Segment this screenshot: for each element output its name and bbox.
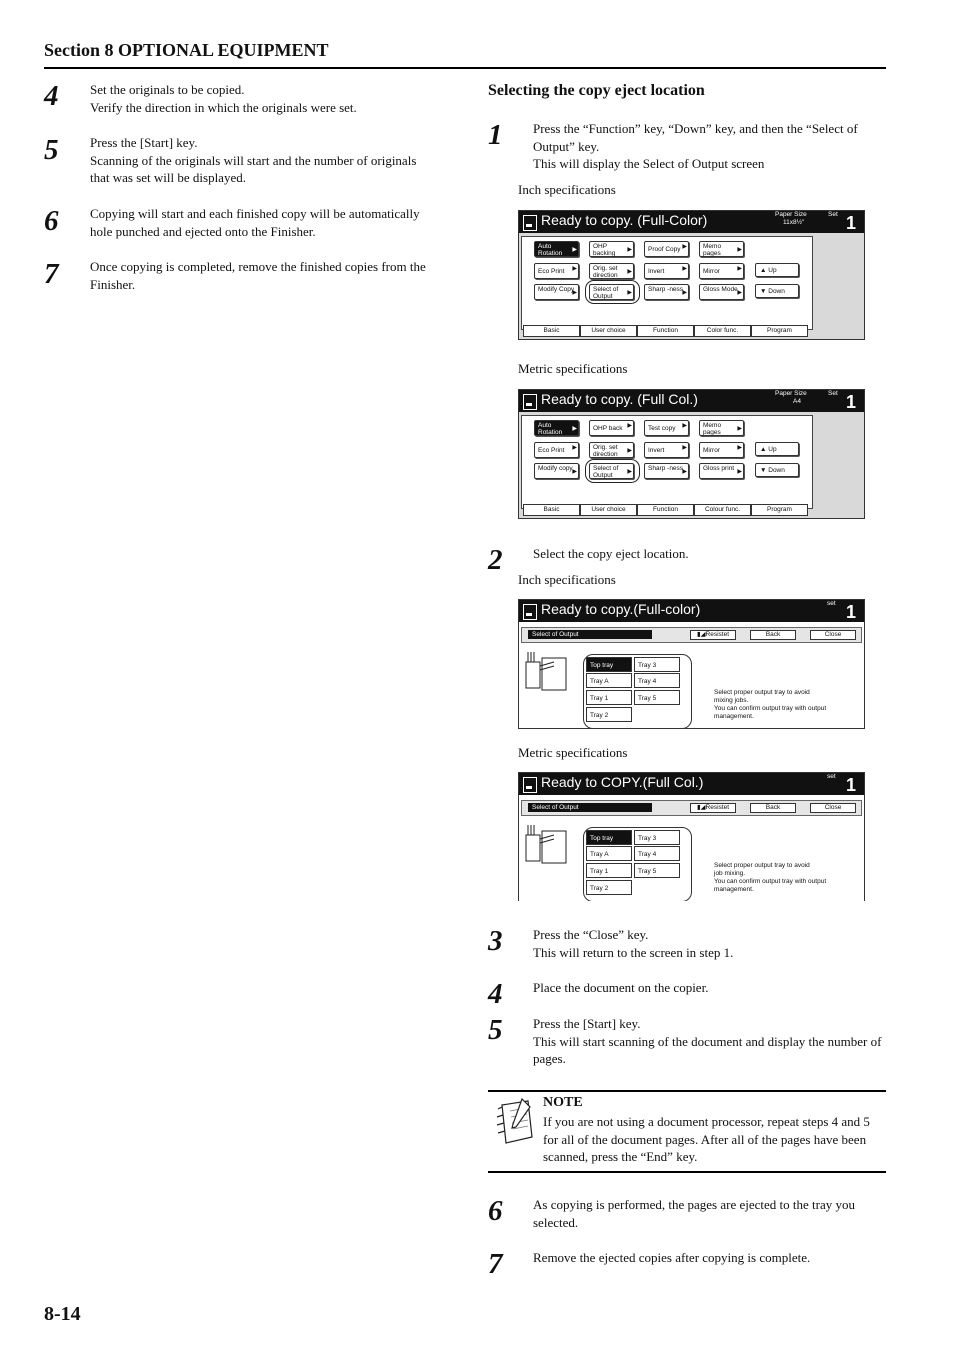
- step-line: Press the [Start] key.: [90, 135, 198, 150]
- up-button[interactable]: ▲ Up: [755, 263, 799, 277]
- eco-print-button[interactable]: Eco Print ▶: [534, 442, 579, 458]
- close-button[interactable]: Close: [810, 803, 856, 813]
- function-panel: [521, 415, 813, 509]
- notepad-icon: [492, 1097, 536, 1147]
- proof-copy-button[interactable]: Proof Copy ▶: [644, 241, 689, 257]
- step-number: 1: [488, 119, 503, 151]
- tab-function[interactable]: Function: [637, 325, 694, 337]
- output-message: Select proper output tray to avoid job mixing. You can confirm output tray with output management.: [714, 862, 827, 893]
- function-screen-inch: [518, 210, 865, 340]
- spec-label: Metric specifications: [518, 361, 628, 376]
- up-arrow-icon: ▲: [760, 267, 769, 274]
- step-text: [90, 258, 450, 293]
- tray-a-button[interactable]: Tray A: [586, 673, 632, 688]
- resist-button[interactable]: ▮◢Resistet: [690, 630, 736, 640]
- back-button[interactable]: Back: [750, 630, 796, 640]
- paper-size-label: Paper Size: [775, 211, 807, 218]
- subheading: Selecting the copy eject location: [488, 82, 705, 99]
- down-button[interactable]: ▼ Down: [755, 463, 799, 477]
- spec-label: Metric specifications: [518, 745, 628, 760]
- tab-colour-func[interactable]: Colour func.: [694, 504, 751, 516]
- tray-2-button[interactable]: Tray 2: [586, 880, 632, 895]
- screen-title: Ready to copy.(Full-color): [541, 601, 701, 617]
- mirror-button[interactable]: Mirror ▶: [699, 263, 744, 279]
- tab-basic[interactable]: Basic: [523, 325, 580, 337]
- auto-rotation-button[interactable]: Auto Rotation ▶: [534, 420, 579, 436]
- tab-user-choice[interactable]: User choice: [580, 504, 637, 516]
- output-subbar: [521, 627, 862, 643]
- copier-icon: [523, 777, 537, 793]
- select-of-output-button[interactable]: Select of Output ▶: [589, 463, 634, 479]
- tray-4-button[interactable]: Tray 4: [634, 673, 680, 688]
- output-screen-inch: [518, 599, 865, 729]
- set-label: set: [827, 600, 836, 607]
- step-text: [90, 134, 435, 187]
- step-text: [533, 979, 888, 997]
- tray-a-button[interactable]: Tray A: [586, 846, 632, 861]
- invert-button[interactable]: Invert ▶: [644, 442, 689, 458]
- step-line: Remove the ejected copies after copying is complete.: [533, 1250, 811, 1265]
- function-panel: [521, 236, 813, 330]
- tray-2-button[interactable]: Tray 2: [586, 707, 632, 722]
- step-line: Once copying is completed, remove the finished copies from the Finisher.: [90, 259, 426, 292]
- ohp-backing-button[interactable]: OHP backing ▶: [589, 241, 634, 257]
- step-number: 6: [488, 1195, 503, 1227]
- finisher-icon: [524, 825, 568, 865]
- tray-5-button[interactable]: Tray 5: [634, 690, 680, 705]
- set-label: Set: [828, 211, 838, 218]
- output-subbar: [521, 800, 862, 816]
- memo-pages-button[interactable]: Memo pages ▶: [699, 241, 744, 257]
- down-arrow-icon: ▼: [760, 288, 769, 295]
- title-bar: [519, 600, 864, 622]
- copy-count: 1: [845, 392, 856, 412]
- select-of-output-button[interactable]: Select of Output ▶: [589, 284, 634, 300]
- step-line: Press the “Function” key, “Down” key, and then the “Select of Output” key.: [533, 121, 858, 154]
- tab-function[interactable]: Function: [637, 504, 694, 516]
- step-line: Verify the direction in which the originals were set.: [90, 99, 357, 115]
- ohp-back-button[interactable]: OHP back ▶: [589, 420, 634, 436]
- step-line: Scanning of the originals will start and the number of originals that was set will be displayed.: [90, 152, 417, 185]
- step-text: [533, 1249, 888, 1267]
- step-text: [533, 545, 888, 563]
- up-arrow-icon: ▲: [760, 446, 769, 453]
- gloss-mode-button[interactable]: Gloss Mode ▶: [699, 284, 744, 300]
- screen-title: Ready to copy. (Full-Color): [541, 212, 708, 228]
- step-line: This will start scanning of the document and display the number of pages.: [533, 1033, 882, 1066]
- tray-1-button[interactable]: Tray 1: [586, 690, 632, 705]
- section-header: Section 8 OPTIONAL EQUIPMENT: [44, 40, 329, 60]
- step-line: Press the “Close” key.: [533, 927, 649, 942]
- tab-program[interactable]: Program: [751, 504, 808, 516]
- copier-icon: [523, 215, 537, 231]
- orig-set-direction-button[interactable]: Orig. set direction ▶: [589, 442, 634, 458]
- title-bar: [519, 390, 864, 412]
- resist-button[interactable]: ▮◢Resistet: [690, 803, 736, 813]
- modify-copy-button[interactable]: Modify copy ▶: [534, 463, 579, 479]
- step-text: [533, 926, 888, 961]
- spec-label: Inch specifications: [518, 572, 616, 587]
- paper-size-value: 11x8½": [783, 219, 805, 226]
- close-button[interactable]: Close: [810, 630, 856, 640]
- step-line: Copying will start and each finished copy will be automatically hole punched and ejected onto the Finisher.: [90, 206, 420, 239]
- tray-1-button[interactable]: Tray 1: [586, 863, 632, 878]
- sharpness-button[interactable]: Sharp -ness ▶: [644, 284, 689, 300]
- modify-copy-button[interactable]: Modify Copy ▶: [534, 284, 579, 300]
- note-top-rule: [488, 1090, 886, 1092]
- sharpness-button[interactable]: Sharp -ness ▶: [644, 463, 689, 479]
- eco-print-button[interactable]: Eco Print ▶: [534, 263, 579, 279]
- up-button[interactable]: ▲ Up: [755, 442, 799, 456]
- output-message: Select proper output tray to avoid mixing jobs. You can confirm output tray with output management.: [714, 689, 827, 720]
- screen-title: Ready to COPY.(Full Col.): [541, 774, 704, 790]
- copier-icon: [523, 394, 537, 410]
- copy-count: 1: [845, 213, 856, 233]
- tray-5-button[interactable]: Tray 5: [634, 863, 680, 878]
- screen-title: Ready to copy. (Full Col.): [541, 391, 698, 407]
- spec-label: Inch specifications: [518, 182, 616, 197]
- tray-group: [583, 827, 692, 901]
- test-copy-button[interactable]: Test copy ▶: [644, 420, 689, 436]
- gloss-print-button[interactable]: Gloss print ▶: [699, 463, 744, 479]
- register-icon: ▮◢: [696, 631, 706, 638]
- down-arrow-icon: ▼: [760, 467, 769, 474]
- function-screen-metric: [518, 389, 865, 519]
- step-line: Set the originals to be copied.: [90, 82, 245, 97]
- tab-program[interactable]: Program: [751, 325, 808, 337]
- step-line: This will return to the screen in step 1.: [533, 944, 734, 960]
- finisher-icon: [524, 652, 568, 692]
- step-text: [533, 120, 888, 173]
- step-number: 3: [488, 925, 503, 957]
- step-number: 7: [44, 258, 59, 290]
- step-text: [533, 1015, 883, 1068]
- note-text: If you are not using a document processor, repeat steps 4 and 5 for all of the document pages. After all of the pages have been scanned, press the “End” key.: [543, 1114, 870, 1164]
- set-label: set: [827, 773, 836, 780]
- step-number: 7: [488, 1248, 503, 1280]
- page-number: 8-14: [44, 1303, 81, 1325]
- memo-pages-button[interactable]: Memo pages ▶: [699, 420, 744, 436]
- tab-basic[interactable]: Basic: [523, 504, 580, 516]
- step-line: Place the document on the copier.: [533, 980, 709, 995]
- step-number: 6: [44, 205, 59, 237]
- paper-size-value: A4: [793, 398, 801, 405]
- tray-4-button[interactable]: Tray 4: [634, 846, 680, 861]
- copy-count: 1: [845, 602, 856, 622]
- output-screen-metric: [518, 772, 865, 901]
- subscreen-title: Select of Output: [528, 803, 652, 812]
- orig-set-direction-button[interactable]: Orig. set direction ▶: [589, 263, 634, 279]
- set-label: Set: [828, 390, 838, 397]
- tray-3-button[interactable]: Tray 3: [634, 830, 680, 845]
- tray-group: [583, 654, 692, 729]
- tab-user-choice[interactable]: User choice: [580, 325, 637, 337]
- mirror-button[interactable]: Mirror ▶: [699, 442, 744, 458]
- header-rule: [44, 67, 886, 69]
- auto-rotation-button[interactable]: Auto Rotation ▶: [534, 241, 579, 257]
- title-bar: [519, 773, 864, 795]
- tab-color-func[interactable]: Color func.: [694, 325, 751, 337]
- step-line: Press the [Start] key.: [533, 1016, 641, 1031]
- paper-size-label: Paper Size: [775, 390, 807, 397]
- step-text: [90, 205, 445, 240]
- register-icon: ▮◢: [696, 804, 706, 811]
- title-bar: [519, 211, 864, 233]
- step-number: 4: [44, 80, 59, 112]
- back-button[interactable]: Back: [750, 803, 796, 813]
- step-number: 4: [488, 978, 503, 1010]
- step-number: 5: [44, 134, 59, 166]
- top-tray-button[interactable]: Top tray: [586, 657, 632, 672]
- step-text: [90, 81, 450, 116]
- note-bottom-rule: [488, 1171, 886, 1173]
- step-number: 5: [488, 1014, 503, 1046]
- subscreen-title: Select of Output: [528, 630, 652, 639]
- copy-count: 1: [845, 775, 856, 795]
- step-text: [533, 1196, 888, 1231]
- step-line: This will display the Select of Output screen: [533, 156, 765, 171]
- invert-button[interactable]: Invert ▶: [644, 263, 689, 279]
- down-button[interactable]: ▼ Down: [755, 284, 799, 298]
- step-line: Select the copy eject location.: [533, 546, 689, 561]
- step-number: 2: [488, 544, 503, 576]
- tab-bar: [521, 325, 811, 336]
- step-line: As copying is performed, the pages are ejected to the tray you selected.: [533, 1197, 855, 1230]
- tray-3-button[interactable]: Tray 3: [634, 657, 680, 672]
- copier-icon: [523, 604, 537, 620]
- note-title: NOTE: [543, 1095, 583, 1110]
- top-tray-button[interactable]: Top tray: [586, 830, 632, 845]
- tab-bar: [521, 504, 811, 515]
